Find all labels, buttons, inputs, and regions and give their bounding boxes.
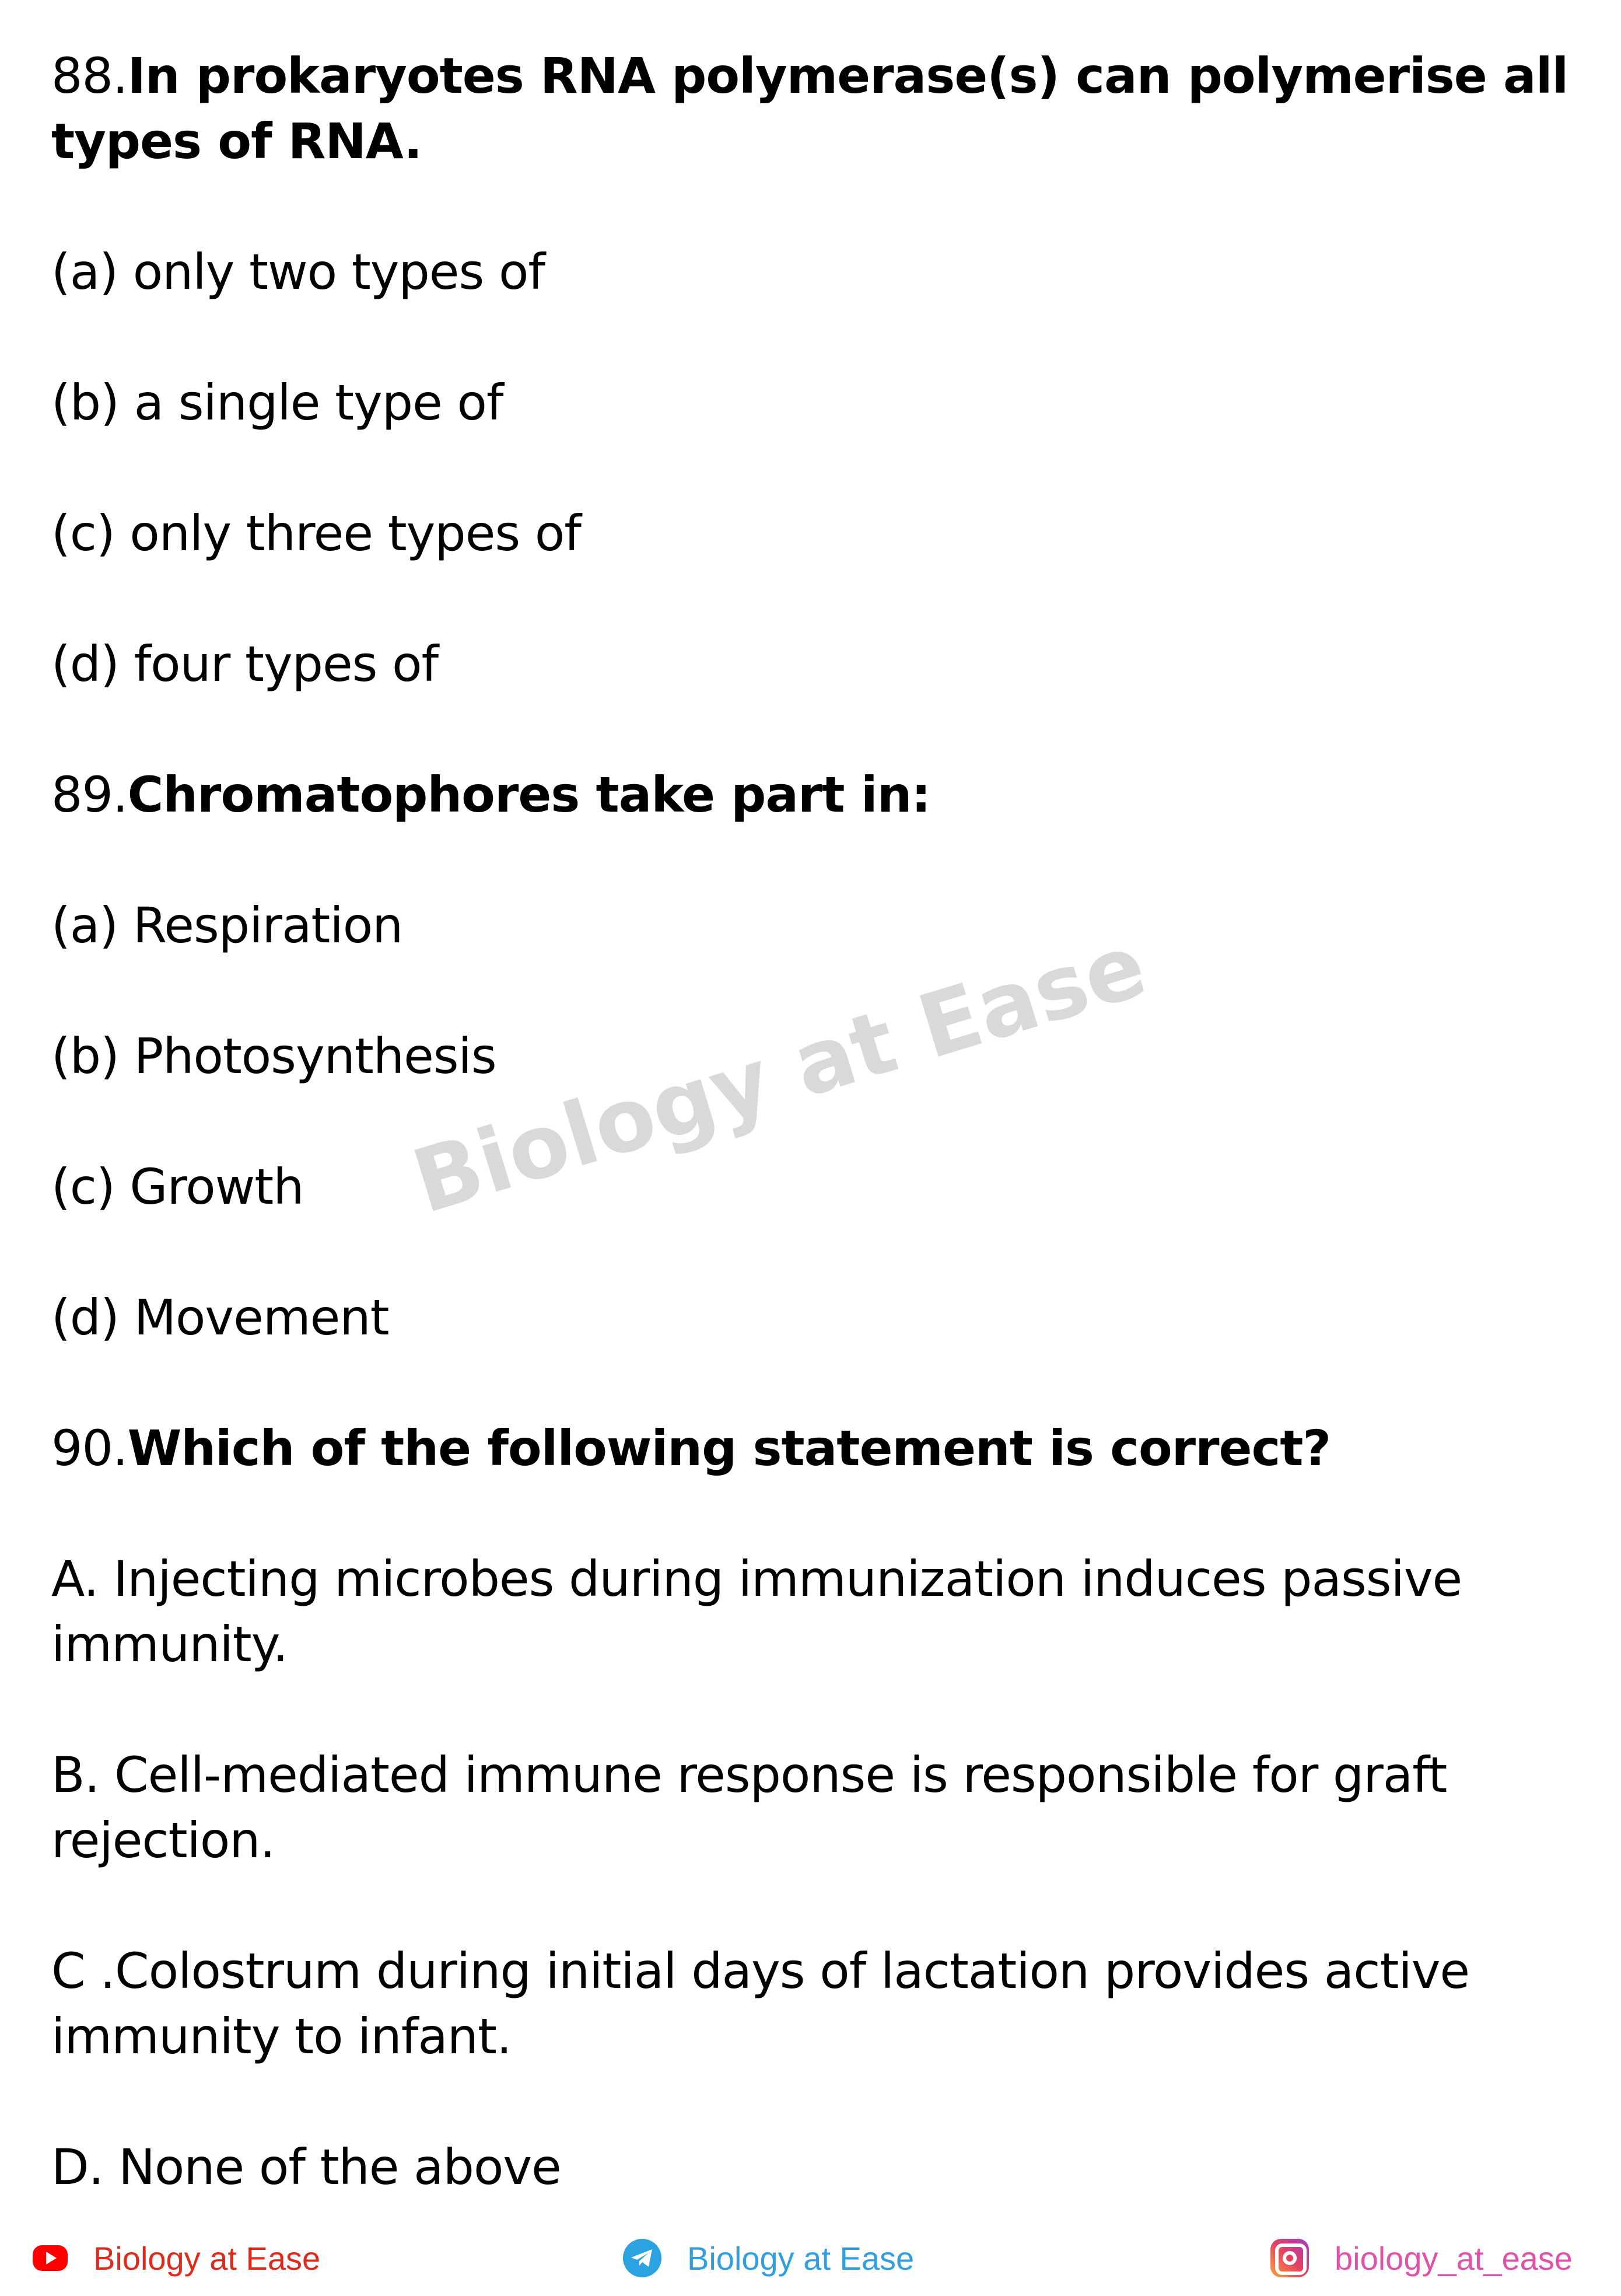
footer-telegram-link[interactable]: [623, 2226, 914, 2290]
option-89-d: (d) Movement: [51, 1289, 389, 1346]
telegram-icon: [623, 2239, 661, 2277]
statement-b-line1: B. Cell-mediated immune response is responsible for graft: [51, 1746, 1447, 1804]
option-89-a: (a) Respiration: [51, 897, 403, 954]
telegram-plane-icon: [623, 2239, 661, 2277]
option-88-b: (b) a single type of: [51, 374, 503, 431]
option-88-a: (a) only two types of: [51, 243, 545, 300]
question-88-line1: [51, 43, 1568, 109]
footer-youtube-label: Biology at Ease: [93, 2239, 321, 2277]
statement-d: D. None of the above: [51, 2138, 561, 2196]
question-text: Chromatophores take part in:: [127, 766, 931, 823]
watermark: Biology at Ease: [402, 914, 1157, 1233]
footer-instagram-label: biology_at_ease: [1335, 2239, 1573, 2277]
question-number: 90.: [51, 1420, 128, 1477]
footer: [0, 2226, 1621, 2290]
question-text: types of RNA.: [51, 113, 422, 170]
question-89: [51, 762, 930, 827]
question-text: In prokaryotes RNA polymerase(s) can polymerise all: [127, 47, 1569, 104]
option-89-b: (b) Photosynthesis: [51, 1028, 496, 1085]
statement-c-line1: C .Colostrum during initial days of lactation provides active: [51, 1942, 1470, 2000]
instagram-icon: [1270, 2239, 1309, 2277]
footer-youtube-link[interactable]: [33, 2226, 320, 2290]
statement-a-line2: immunity.: [51, 1616, 288, 1673]
statement-b-line2: rejection.: [51, 1812, 275, 1869]
youtube-icon: [33, 2245, 68, 2271]
footer-telegram-label: Biology at Ease: [687, 2239, 915, 2277]
question-number: 88.: [51, 47, 128, 104]
question-text: Which of the following statement is correct?: [127, 1420, 1331, 1477]
footer-instagram-link[interactable]: [1270, 2226, 1573, 2290]
statement-c-line2: immunity to infant.: [51, 2008, 512, 2065]
question-90: [51, 1416, 1331, 1481]
option-88-d: (d) four types of: [51, 635, 439, 693]
statement-a-line1: A. Injecting microbes during immunization induces passive: [51, 1550, 1462, 1607]
question-number: 89.: [51, 766, 128, 823]
option-88-c: (c) only three types of: [51, 505, 581, 562]
question-88-line2: [51, 109, 422, 174]
option-89-c: (c) Growth: [51, 1158, 304, 1215]
